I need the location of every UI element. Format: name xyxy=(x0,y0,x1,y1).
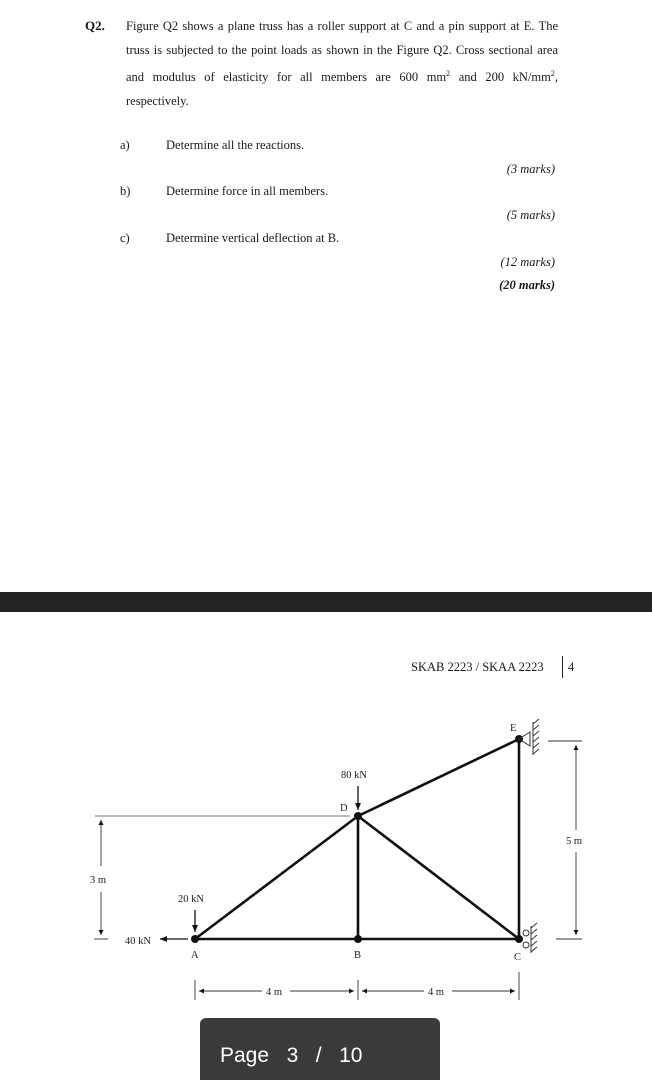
dim-label-3m: 3 m xyxy=(90,875,107,886)
question-number: Q2. xyxy=(85,18,105,33)
dim-label-ab: 4 m xyxy=(266,987,283,998)
node-label-b: B xyxy=(354,950,362,961)
part-c-marks: (12 marks) xyxy=(500,255,555,269)
dim-height-left xyxy=(94,816,350,939)
node-label-d: D xyxy=(340,803,348,814)
part-c-text: Determine vertical deflection at B. xyxy=(166,231,340,245)
dim-label-5m: 5 m xyxy=(566,836,583,847)
member-dc xyxy=(358,816,519,939)
part-b-text: Determine force in all members. xyxy=(166,184,329,198)
page-indicator-current: 3 xyxy=(286,1044,299,1067)
joint-d xyxy=(354,812,362,820)
pin-support-e xyxy=(519,719,539,755)
joint-c xyxy=(515,935,523,943)
page-indicator-label: Page xyxy=(220,1044,270,1067)
part-a-marks: (3 marks) xyxy=(506,162,555,176)
question-text-1: Figure Q2 shows a plane truss has a roller support at C and a pin support at E. The truss is subjected to the point loads as shown in the Figure Q2. Cross sectional area and modulus of elasticity for all members are 600 mm xyxy=(126,19,558,85)
question-text-2: and 200 kN/mm xyxy=(450,70,551,85)
part-a-text: Determine all the reactions. xyxy=(166,138,305,152)
page-indicator xyxy=(200,1018,440,1080)
part-b-marks: (5 marks) xyxy=(506,208,555,222)
load-label-a-vertical: 20 kN xyxy=(178,894,204,905)
part-b-label: b) xyxy=(120,184,131,198)
header-page-number: 4 xyxy=(568,660,575,674)
joint-a xyxy=(191,935,199,943)
question-text-3: , respectively. xyxy=(126,70,558,108)
part-c-label: c) xyxy=(120,231,130,245)
member-de xyxy=(358,739,519,816)
part-a-label: a) xyxy=(120,138,130,152)
load-label-a-horizontal: 40 kN xyxy=(125,936,151,947)
roller-support-c xyxy=(523,923,537,953)
member-ad xyxy=(195,816,358,939)
page-indicator-total: 10 xyxy=(339,1044,363,1067)
load-label-d: 80 kN xyxy=(341,770,367,781)
page-indicator-separator: / xyxy=(315,1044,322,1067)
node-label-a: A xyxy=(191,950,199,961)
node-label-e: E xyxy=(510,723,517,734)
total-marks: (20 marks) xyxy=(499,278,555,292)
superscript-1: 2 xyxy=(446,69,451,78)
course-code: SKAB 2223 / SKAA 2223 xyxy=(411,660,544,674)
superscript-2: 2 xyxy=(550,69,555,78)
dim-label-bc: 4 m xyxy=(428,987,445,998)
node-label-c: C xyxy=(514,952,522,963)
joint-b xyxy=(354,935,362,943)
dim-spans xyxy=(195,972,519,1000)
